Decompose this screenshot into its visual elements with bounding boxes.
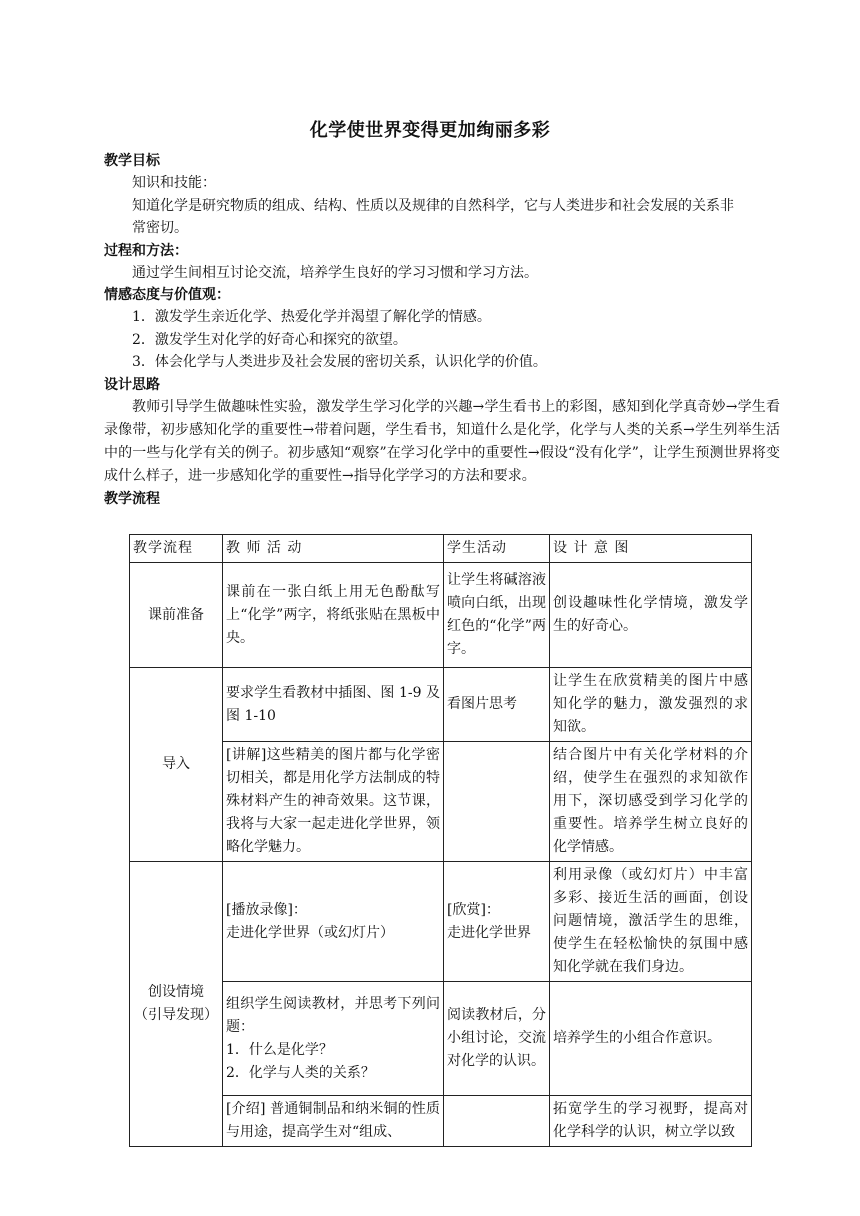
intent-cell: 让学生在欣赏精美的图片中感知化学的魅力，激发强烈的求知欲。 (550, 668, 752, 742)
intent-cell: 创设趣味性化学情境，激发学生的好奇心。 (550, 563, 752, 668)
teaching-flow-table (129, 534, 752, 1147)
student-cell: 让学生将碱溶液喷向白纸，出现红色的“化学”两字。 (444, 563, 550, 668)
knowledge-text-2: 常密切。 (132, 220, 188, 236)
teacher-cell: 课前在一张白纸上用无色酚酞写上“化学”两字，将纸张贴在黑板中央。 (223, 563, 444, 668)
teacher-cell (223, 862, 444, 982)
stage-cell: 导入 (130, 668, 223, 862)
student-cell (444, 742, 550, 862)
table-row (130, 742, 752, 862)
teacher-line: 1．什么是化学？ (226, 1041, 333, 1058)
list-item: 1．激发学生亲近化学、热爱化学并渴望了解化学的情感。 (132, 309, 491, 325)
teacher-cell (223, 982, 444, 1096)
teacher-line: 2．化学与人类的关系？ (226, 1064, 375, 1081)
teacher-line: 走进化学世界（或幻灯片） (226, 924, 394, 941)
intent-cell: 拓宽学生的学习视野，提高对化学科学的认识，树立学以致 (550, 1096, 752, 1147)
student-cell: 阅读教材后，分小组讨论，交流对化学的认识。 (444, 982, 550, 1096)
page-title: 化学使世界变得更加绚丽多彩 (309, 120, 551, 141)
table-row (130, 862, 752, 982)
teacher-cell: [讲解]这些精美的图片都与化学密切相关，都是用化学方法制成的特殊材料产生的神奇效果。这节课，我将与大家一起走进化学世界，领略化学魅力。 (223, 742, 444, 862)
knowledge-text-1: 知道化学是研究物质的组成、结构、性质以及规律的自然科学，它与人类进步和社会发展的关系非 (132, 197, 734, 214)
table-row (130, 1096, 752, 1147)
student-cell (444, 1096, 550, 1147)
objectives-section (104, 150, 780, 510)
student-cell: 看图片思考 (444, 668, 550, 742)
table-row (130, 668, 752, 742)
design-heading: 设计思路 (104, 376, 160, 393)
teacher-cell: [介绍] 普通铜制品和纳米铜的性质与用途，提高学生对“组成、 (223, 1096, 444, 1147)
table-header-row (130, 535, 752, 563)
emotion-list (104, 306, 780, 374)
header-stage: 教学流程 (130, 535, 223, 563)
teacher-cell: 要求学生看教材中插图、图 1-9 及图 1-10 (223, 668, 444, 742)
teacher-line: [播放录像]： (226, 901, 307, 918)
header-teacher: 教 师 活 动 (223, 535, 444, 563)
emotion-heading: 情感态度与价值观： (104, 287, 230, 303)
stage-line: 创设情境 (148, 984, 204, 1000)
list-item: 3．体会化学与人类进步及社会发展的密切关系，认识化学的价值。 (132, 354, 547, 370)
objectives-heading: 教学目标 (104, 153, 160, 169)
table-row (130, 563, 752, 668)
student-line: [欣赏]： (447, 901, 500, 918)
design-text: 教师引导学生做趣味性实验，激发学生学习化学的兴趣→学生看书上的彩图，感知到化学真奇妙→学生看录像带，初步感知化学的重要性→带着问题，学生看书，知道什么是化学，化学与人类的关系→学生列举生活中的一些与化学有关的例子。初步感知“观察”在学习化学中的重要性→假设“没有化学”，让学生预测世界将变成什么样子，进一步感知化学的重要性→指导化学学习的方法和要求。 (104, 398, 780, 484)
process-heading: 过程和方法： (104, 242, 188, 259)
student-cell (444, 862, 550, 982)
intent-cell: 结合图片中有关化学材料的介绍，使学生在强烈的求知欲作用下，深切感受到学习化学的重要性。培养学生树立良好的化学情感。 (550, 742, 752, 862)
stage-cell: 课前准备 (130, 563, 223, 668)
knowledge-label: 知识和技能： (132, 175, 216, 191)
intent-cell: 培养学生的小组合作意识。 (550, 982, 752, 1096)
list-item: 2．激发学生对化学的好奇心和探究的欲望。 (132, 331, 407, 348)
process-text: 通过学生间相互讨论交流，培养学生良好的学习习惯和学习方法。 (132, 264, 538, 281)
student-line: 走进化学世界 (447, 924, 531, 941)
stage-line: （引导发现） (134, 1007, 218, 1023)
flow-heading: 教学流程 (104, 490, 160, 507)
header-intent: 设 计 意 图 (550, 535, 752, 563)
intent-cell: 利用录像（或幻灯片）中丰富多彩、接近生活的画面，创设问题情境，激活学生的思维，使学生在轻松愉快的氛围中感知化学就在我们身边。 (550, 862, 752, 982)
teacher-line: 组织学生阅读教材，并思考下列问题： (226, 995, 440, 1035)
table-row (130, 982, 752, 1096)
stage-cell (130, 862, 223, 1147)
header-student: 学生活动 (444, 535, 550, 563)
